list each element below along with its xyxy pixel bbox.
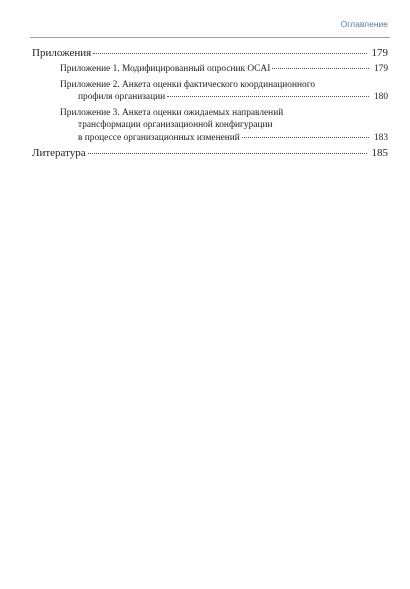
dot-leader	[88, 153, 367, 154]
toc-entry-label: Приложение 2. Анкета оценки фактического координационного	[60, 79, 316, 90]
toc-entry-line	[32, 107, 388, 120]
toc-page-number: 183	[373, 132, 388, 143]
toc-entry-appendix-1[interactable]	[32, 63, 388, 76]
toc-entry-line	[32, 119, 388, 132]
dot-leader	[167, 96, 369, 97]
toc-entry-line	[32, 132, 388, 145]
dot-leader	[242, 137, 369, 138]
table-of-contents	[32, 47, 388, 163]
toc-entry-literature[interactable]	[32, 147, 388, 160]
toc-entry-label: Приложение 3. Анкета оценки ожидаемых направлений	[60, 107, 284, 118]
running-head: Оглавление	[340, 19, 388, 29]
dot-leader	[93, 53, 367, 54]
toc-page-number: 180	[373, 92, 388, 102]
toc-entry-label: Приложение 1. Модифицированный опросник OCAI	[60, 64, 271, 74]
toc-entry-line	[32, 91, 388, 104]
toc-entry-label: Приложения	[32, 47, 92, 59]
dot-leader	[272, 68, 369, 69]
toc-entry-label-cont: профиля организации	[78, 92, 166, 102]
toc-page-number: 185	[371, 147, 388, 159]
header-rule	[30, 37, 390, 38]
toc-entry-appendix-2[interactable]	[32, 79, 388, 104]
toc-entry-line	[32, 79, 388, 92]
toc-entry-label-cont: в процессе организационных изменений	[78, 132, 240, 143]
toc-page-number: 179	[371, 47, 388, 59]
toc-entry-appendices[interactable]	[32, 47, 388, 60]
toc-page-number: 179	[373, 64, 388, 74]
toc-entry-appendix-3[interactable]	[32, 107, 388, 145]
toc-entry-label: Литература	[32, 147, 86, 159]
toc-entry-label-cont: трансформации организационной конфигурации	[78, 120, 273, 130]
